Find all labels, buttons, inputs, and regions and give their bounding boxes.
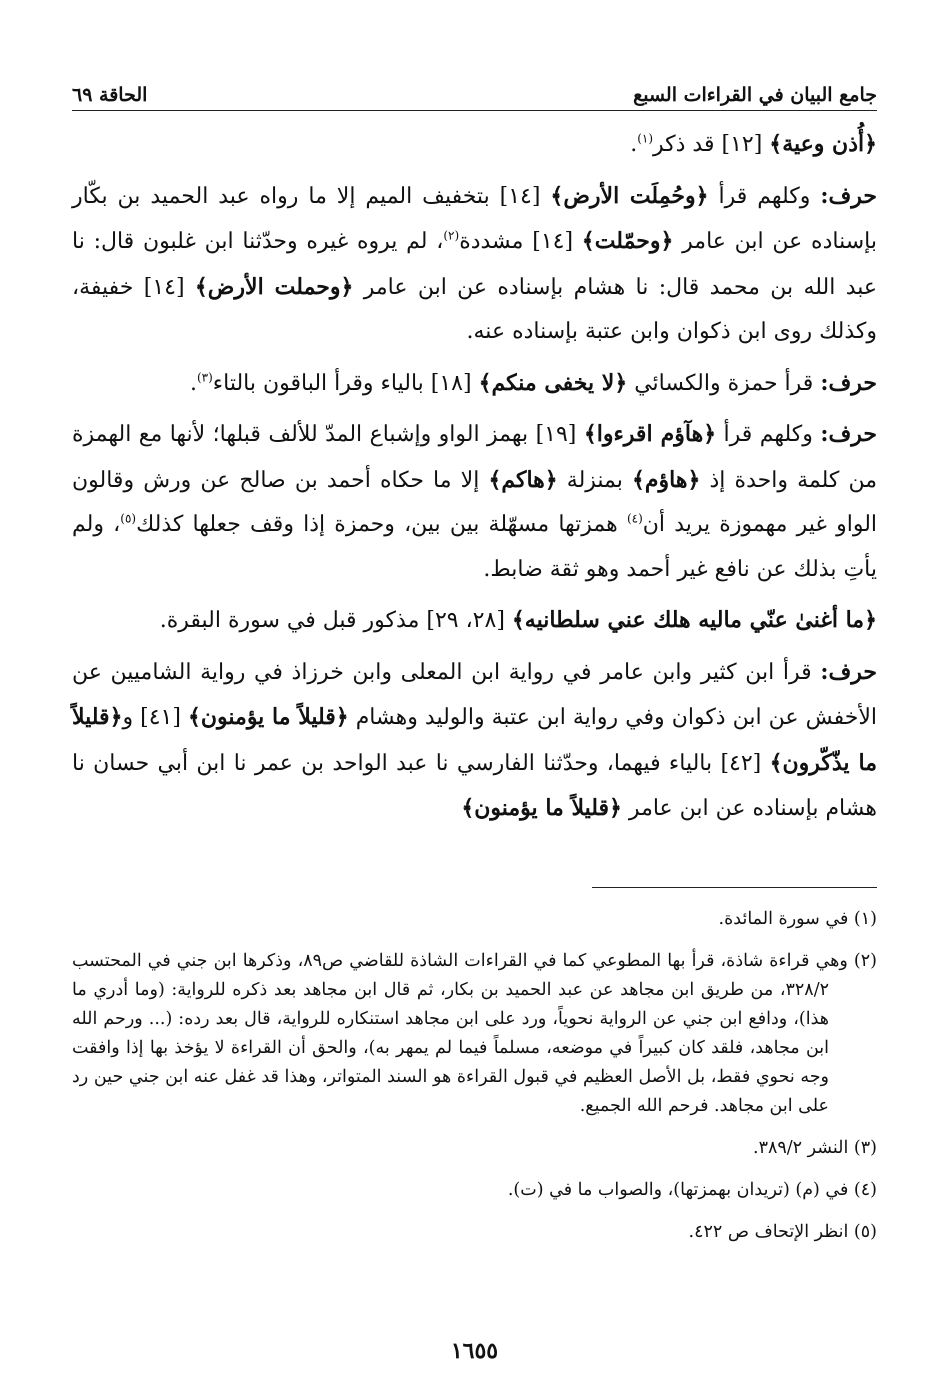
footnote-ref: (١): [637, 131, 654, 146]
text-run: [١٤] خفيفة، وكذلك روى ابن ذكوان وابن عتبة بإسناده عنه.: [72, 274, 877, 344]
footnotes: [72, 905, 877, 1260]
text-run: إلا ما حكاه أحمد بن صالح عن ورش وقالون الواو غير مهموزة يريد أن: [72, 467, 878, 537]
quran-quote: ﴿لا يخفى منكم﴾: [478, 369, 628, 396]
text-run: [١٨] بالياء وقرأ الباقون بالتاء: [212, 370, 479, 396]
paragraph-4: [72, 412, 877, 592]
text-run: [٤٢] بالياء فيهما، وحدّثنا الفارسي نا عبد الواحد بن عمر نا ابن أبي حسان نا هشام بإسناده عن ابن عامر: [72, 750, 877, 821]
quran-quote: ﴿هآؤم اقرءوا﴾: [583, 421, 717, 447]
harf-label: حرف:: [820, 182, 878, 209]
text-run: [١٤] بتخفيف الميم إلا ما رواه عبد الحميد بن بكّار بإسناده عن ابن عامر: [72, 183, 877, 254]
quran-quote: ﴿هاؤم﴾: [632, 466, 701, 493]
quran-quote: ﴿قليلاً ما يؤمنون﴾: [461, 795, 622, 821]
text-run: وكلهم قرأ: [708, 183, 821, 209]
harf-label: حرف:: [820, 369, 877, 396]
page-number: ١٦٥٥: [450, 1338, 499, 1364]
harf-label: حرف:: [820, 658, 877, 685]
quran-quote: ﴿قليلاً ما يذّكّرون﴾: [72, 704, 877, 776]
quran-quote: ﴿هاكم﴾: [488, 466, 558, 493]
footnote-ref: (٤): [626, 511, 643, 526]
footnote-separator: [592, 887, 877, 888]
text-run: [٤١] و: [122, 705, 188, 730]
quran-quote: ﴿قليلاً ما يؤمنون﴾: [187, 704, 349, 730]
footnote-ref: (٥): [120, 511, 137, 526]
text-run: همزتها مسهّلة بين بين، وحمزة إذا وقف جعلها كذلك: [136, 512, 627, 537]
quran-quote: ﴿وحُمِلَت الأرض﴾: [550, 182, 709, 209]
footnote-1: (١) في سورة المائدة.: [718, 909, 877, 929]
footnote-4: (٤) في (م) (تريدان بهمزتها)، والصواب ما في (ت).: [507, 1180, 877, 1200]
text-run: [٢٨، ٢٩] مذكور قبل في سورة البقرة.: [159, 608, 512, 633]
quran-quote: ﴿وحملت الأرض﴾: [194, 273, 354, 300]
text-run: قرأ ابن كثير وابن عامر في رواية ابن المعلى وابن خرزاذ في رواية الشاميين عن الأخفش عن ابن ذكوان وفي رواية ابن عتبة والوليد وهشام: [72, 659, 878, 730]
footnote-3: (٣) النشر ٣٨٩/٢.: [752, 1138, 877, 1158]
text-run: [١٢] قد ذكر: [653, 132, 770, 157]
quran-quote: ﴿ما أغنىٰ عنّي ماليه هلك عني سلطانيه﴾: [511, 607, 877, 633]
paragraph-1: [72, 122, 877, 168]
footnote-ref: (٣): [196, 370, 213, 385]
text-run: وكلهم قرأ: [716, 422, 821, 447]
paragraph-2: [72, 174, 877, 355]
text-run: .: [189, 370, 197, 396]
quran-quote: ﴿أُذن وعية﴾: [769, 131, 877, 157]
main-text: [72, 122, 877, 838]
text-run: قرأ حمزة والكسائي: [627, 370, 821, 396]
book-title: جامع البيان في القراءات السبع: [633, 84, 877, 106]
paragraph-6: [72, 650, 877, 832]
text-run: [١٤] مشددة: [459, 229, 582, 254]
text-run: ، ولم يأتِ بذلك عن نافع غير أحمد وهو ثقة ضابط.: [72, 512, 877, 582]
running-header: [72, 70, 877, 111]
text-run: .: [630, 132, 638, 157]
harf-label: حرف:: [820, 421, 877, 447]
footnote-5: (٥) انظر الإتحاف ص ٤٢٢.: [688, 1222, 877, 1242]
footnote-2: (٢) وهي قراءة شاذة، قرأ بها المطوعي كما في القراءات الشاذة للقاضي ص٨٩، وذكرها ابن جني في المحتسب ٣٢٨/٢، من طريق ابن مجاهد عن عبد الحميد بن بكار، ثم قال ابن مجاهد بعد ذكره للرواية: (وما أدري ما هذا)، ودافع ابن جني عن الرواية نحوياً، ورد على ابن مجاهد استنكاره للرواية، قال بعد رده: (... ورحم الله ابن مجاهد، فلقد كان كبيراً في موضعه، مسلماً فيما لم يمهر به)، والحق أن القراءة لا يؤخذ بها إذا وافقت وجه نحوي فقط، بل الأصل العظيم في قبول القراءة هو السند المتواتر، وهذا قد غفل عنه ابن جني حين رد على ابن مجاهد. فرحم الله الجميع.: [72, 951, 877, 1116]
text-run: ، لم يروه غيره وحدّثنا ابن غلبون قال: نا عبد الله بن محمد قال: نا هشام بإسناده عن ابن عامر: [72, 229, 878, 300]
quran-quote: ﴿وحمّلت﴾: [581, 228, 674, 254]
paragraph-5: [72, 598, 877, 644]
footnote-ref: (٢): [443, 228, 460, 243]
paragraph-3: [72, 361, 877, 407]
text-run: بمنزلة: [557, 467, 633, 493]
text-run: [١٩] بهمز الواو وإشباع المدّ للألف قبلها؛ لأنها مع الهمزة من كلمة واحدة إذ: [72, 422, 878, 493]
surah-page-label: الحاقة ٦٩: [72, 84, 148, 106]
